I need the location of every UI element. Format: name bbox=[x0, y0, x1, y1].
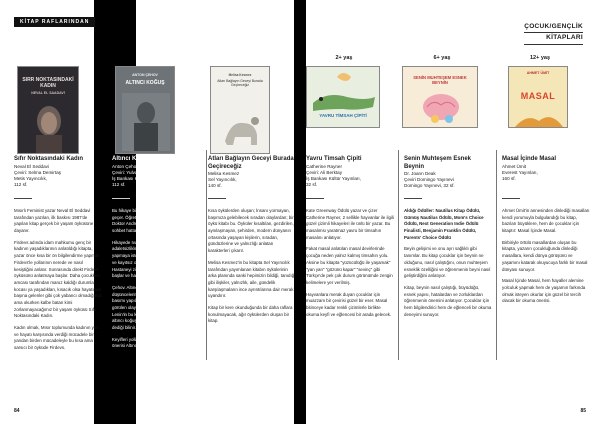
book-publisher: Sel Yayıncılık, bbox=[208, 177, 237, 183]
cover-author: Melisa Kesmez bbox=[228, 73, 252, 77]
column-divider bbox=[398, 150, 399, 360]
book-publisher: Metis Yayıncılık, bbox=[14, 175, 48, 181]
book-meta bbox=[14, 156, 100, 188]
cover-author: AHMET ÜMİT bbox=[526, 71, 550, 75]
description-paragraph: Masal İçinde Masal, hem hayaller alemine yolculuk yapmak hem de yaşamın farkında olmak isteyen okurlar için güzel bir tercih olacak bir okuma önerisi. bbox=[502, 278, 586, 304]
column-divider bbox=[206, 150, 207, 360]
book-cover[interactable] bbox=[115, 66, 175, 154]
book-meta bbox=[404, 156, 490, 190]
page-number-left: 84 bbox=[14, 408, 20, 414]
book-title: Altıncı Koğuş bbox=[112, 156, 151, 162]
description-paragraph: Kadın olmak, Mısır toplumunda kadının yeri ve hayatı karşısında verdiği mücadele bir yandan birden mücadeleyle bu kısa ama sarsıcı bir öyküde Firdevs. bbox=[14, 325, 99, 351]
cover-title: SENİN MUHTEŞEM ESNEK BEYNİN bbox=[413, 75, 467, 86]
cover-author: NEVAL EL SAADAVİ bbox=[31, 91, 65, 95]
book-pages: 160 sf. bbox=[502, 175, 516, 181]
book-publisher: İş Bankası Kültür Yayınları, bbox=[306, 175, 361, 181]
brain-illustration bbox=[419, 91, 463, 127]
book-cover[interactable] bbox=[210, 66, 270, 154]
book-title: Senin Muhteşem Esnek Beynin bbox=[404, 156, 472, 170]
book-translator: Çeviri: Yulva Muhurdil bbox=[112, 169, 157, 175]
fairy-tale-illustration bbox=[515, 107, 563, 127]
age-label: 2+ yaş bbox=[335, 55, 353, 61]
description-paragraph: Ahmet Ümit'in annesinden dinlediği masalları kendi yorumuyla bulgulandığı bu kitap, bazıları büyüklere, hem de çocuklar için kitaptır: Masal İçinde Masal. bbox=[502, 208, 590, 234]
book-cover[interactable] bbox=[508, 66, 568, 128]
description-paragraph: Fakat masal anlatılan masal devirlerinde çocuğa neden yalnız kalmış timsahın yolu. Aksine bu kitapta "yüzücülüğü ile yaşamak" "yan yan" "gözünü kapar" "sevinç" gibi Türkçe'de pek çok durum görünümde zengin kelimelere yer verilmiş. bbox=[306, 246, 393, 285]
section-header-tag: KİTAP RAFLARINDAN bbox=[14, 17, 95, 27]
book-description bbox=[502, 208, 590, 310]
book-title: Atları Bağlayın Geceyi Burada Geçireceğiz bbox=[208, 156, 294, 170]
description-paragraph: Melisa Kesmez'in bu kitapta Sel Yayıncılık tarafından yayımlanan kitabın öykülerinin arka planında sanki hepimizin bildiği, tanıdığı gibi ilişkiler, yalnızlık, aile, gündelik karşılaşmaların ince ayrıntılarına dair merak uyandırır. bbox=[208, 259, 296, 299]
book-title: Masal İçinde Masal bbox=[502, 156, 557, 162]
description-paragraph: Çehov. Altıncı Koğuş'ta tıbbi felsefik düşüncelerini aktarmış, 1892 yılında ilk basımı yapılan bu kısa öyküsü halen yerinde görülen olaylar toplumun portresi olarak Lenin'in bu kitabı okuduktan sonra "kendimi altıncı koğuşta kapatılmış gibi hissettim" dediği bilinir. bbox=[112, 284, 199, 330]
book-pages: 112 sf. bbox=[112, 182, 126, 188]
description-paragraph: Kitap, beynin nasıl çalıştığı, büyüdüğü, esnek yapısı, hatalardan ve zorluklardan öğrenmenin önemini anlatıyor. Çocuklar için hem bilgilendirici hem de eğlenceli bir okuma deneyimi sunuyor. bbox=[404, 284, 492, 317]
book-description bbox=[208, 208, 296, 330]
description-paragraph: Firdevs adında idam mahkumu genç bir kadının yaşadıklarının anlatıldığı kitapta, yazar önce kısa bir ön bilgilendirme yapmak Firdevs'le yollarının nerede ve nasıl kesiştiğini anlatır. Sonrasında direkt Firdevs öyküsünü anlatmaya başlar. Daha çocukken amcası tarafından maruz kaldığı durumlar, kocası ya yaşadıkları, kısacık olsa hayatında başına gelenler gibi çok yabancı olmadığımız ama okurken kalbe batan kimi zorlanmayacağımız bir yaşam öyküsü Sıfır Noktasındaki Kadın. bbox=[14, 239, 102, 319]
book-author: Ahmet Ümit bbox=[502, 163, 526, 169]
book-title: Yavru Timsah Çipiti bbox=[306, 156, 362, 162]
cover-title: Atları Bağlayın Geceyi Burada Geçireceğiz bbox=[217, 79, 263, 88]
divider bbox=[208, 198, 226, 199]
book-description bbox=[306, 208, 394, 323]
book-description bbox=[14, 208, 102, 357]
description-paragraph: Kısa öykülerden oluşan; İnsanı yormayan, başımıza gelebilecek sıradan olaylardan; bir öykü kitabı bu. Öyküler kısaltılan, gezdirilen, aynılaşmayan, şehirden, modern dünyanın ortasında yaşayan kişilerin, sıradan, gündüzlerine ve yalnızlığı anlatan karakterleri çıkarır. bbox=[208, 208, 294, 254]
book-translator: Çeviri: Ali Berktay bbox=[306, 169, 342, 175]
book-author: Anton Çehov bbox=[112, 163, 139, 169]
book-author: Catherine Rayner bbox=[306, 163, 343, 169]
category-line-1: ÇOCUK/GENÇLİK bbox=[524, 22, 583, 33]
book-publisher: Everest Yayınları, bbox=[502, 169, 538, 175]
book-meta bbox=[112, 156, 198, 188]
description-paragraph: Aldığı Ödüller: Nautilus Kitap Ödülü, Gümüş Nautilus Ödülü, Mom's Choice Ödülü, Next Generation Indie Ödülü Finalisti, Benjamin Franklin Ödülü, Parents' Choice Ödülü bbox=[404, 208, 484, 240]
figure-illustration bbox=[122, 93, 170, 151]
book-description bbox=[112, 208, 200, 355]
cover-title: MASAL bbox=[520, 91, 556, 101]
book-author: Melisa Kesmez bbox=[208, 171, 240, 176]
book-title: Sıfır Noktasındaki Kadın bbox=[14, 156, 84, 162]
book-pages: 140 sf. bbox=[208, 183, 222, 189]
description-paragraph: Beyin gelişimi ve onu ayrı sağlıklı gibi tanımlar. Bu kitap çocuklar için beynin ne olduğunu, nasıl çalıştığını, onun muhteşem esneklik özelliğini ve öğrenmenin beyni nasıl geliştirdiğini anlatıyor. bbox=[404, 246, 491, 279]
cover-author: ANTON ÇEHOV bbox=[132, 73, 158, 77]
crocodile-illustration bbox=[307, 67, 380, 128]
book-pages: 112 sf. bbox=[14, 182, 28, 188]
divider bbox=[14, 198, 32, 199]
description-paragraph: Birbiriyle örtülü masallardan oluşan bu kitapta, yazarın çocukluğunda dinlediği masallara, kendi dünya görüşünü ve yaşamını katarak okuyucuya farklı bir masal dünyası sunuyor. bbox=[502, 239, 588, 272]
book-description bbox=[404, 208, 492, 323]
book-meta bbox=[306, 156, 392, 188]
column-divider bbox=[496, 150, 497, 360]
book-cover[interactable] bbox=[17, 66, 79, 154]
description-paragraph: Bu hikaye bir taşra kasabasındaki hastanede geçer. Öğretmil bir hasta olan Ivan Dmitriç ile Doktor Andrey Yefimiç arasındaki felsefik bir sohbet hatta çatışma anlatılır. bbox=[112, 208, 200, 234]
category-title bbox=[524, 22, 583, 45]
book-meta bbox=[208, 156, 294, 190]
cover-title: YAVRU TİMSAH ÇİPİTİ bbox=[319, 113, 367, 118]
book-translator: Çeviri Domingo Yayınevi bbox=[404, 177, 454, 183]
description-paragraph: Hikayede Ivan Dmitriç yaşamın haksızlık ve adaletsizlikler karşında insanlık erdemi yapmaya istekli bir kişiyken doktor daha ılımlı ve kayıtsız olan bir kişi olarak görülür. Hastaneyi ziyaret ettiği anda huzursuzluğa başlar ve hasta kendisi olmaya başlar. bbox=[112, 239, 200, 279]
book-cover[interactable] bbox=[402, 66, 478, 128]
age-label: 6+ yaş bbox=[433, 55, 451, 61]
cover-title: ALTINCI KOĞUŞ bbox=[125, 80, 165, 86]
book-publisher: Domingo Yayınevi, 32 sf. bbox=[404, 183, 455, 189]
divider bbox=[502, 198, 520, 199]
book-pages: 32 sf. bbox=[306, 182, 318, 188]
book-meta bbox=[502, 156, 588, 182]
description-paragraph: Hayvanlara merak duyan çocuklar için muazzam bir çevirisi güzel bir eser. Masal bitinceye kadar renkli çizimlerle birlikte okuma keyfi ve eğlencesi bir arada gelecek. bbox=[306, 291, 392, 317]
category-line-2: KİTAPLARI bbox=[524, 33, 583, 44]
age-label: 12+ yaş bbox=[529, 55, 551, 61]
book-publisher: İş Bankası Kültür Yayınları, bbox=[112, 175, 167, 181]
divider bbox=[112, 198, 130, 199]
page-number-right: 85 bbox=[580, 408, 586, 414]
horse-illustration bbox=[217, 101, 265, 151]
book-translator: Çeviri: Selma Demirtaş bbox=[14, 169, 61, 175]
description-paragraph: Keyifleri yolların ve dolu yurucu bir okuma: önerisi Altıncı Koğuş. bbox=[112, 336, 195, 349]
portrait-illustration bbox=[26, 101, 72, 153]
divider bbox=[306, 198, 324, 199]
divider bbox=[404, 198, 422, 199]
description-paragraph: Kitap bir kere okunduğunda bir daha raflara konulmayacak, ağır öykülerden oluşan bir kitap. bbox=[208, 304, 293, 324]
book-cover[interactable] bbox=[306, 66, 380, 128]
book-author: Neval El Seddavi bbox=[14, 163, 49, 169]
book-author: Dr. Joann Deak bbox=[404, 171, 436, 176]
description-paragraph: Kate Greenway Ödülü yazar ve çizer Catherine Rayner, 2 sellikle hayvanlar ile ilgili güzel çizimli hikayeleri ile ünlü bir yazar. Bu masalımsı yaratmaz yavru bir timsahın masalını anlatıyor. bbox=[306, 208, 394, 240]
cover-title: SIRR NOKTASINDAKİ KADIN bbox=[22, 77, 74, 89]
description-paragraph: Mısırlı Feminist yazar Neval El Seddavi tarafından yazılan, ilk baskısı 1987'de yapılan kitap gerçek bir yaşam öyküsüne dayanır. bbox=[14, 208, 94, 234]
